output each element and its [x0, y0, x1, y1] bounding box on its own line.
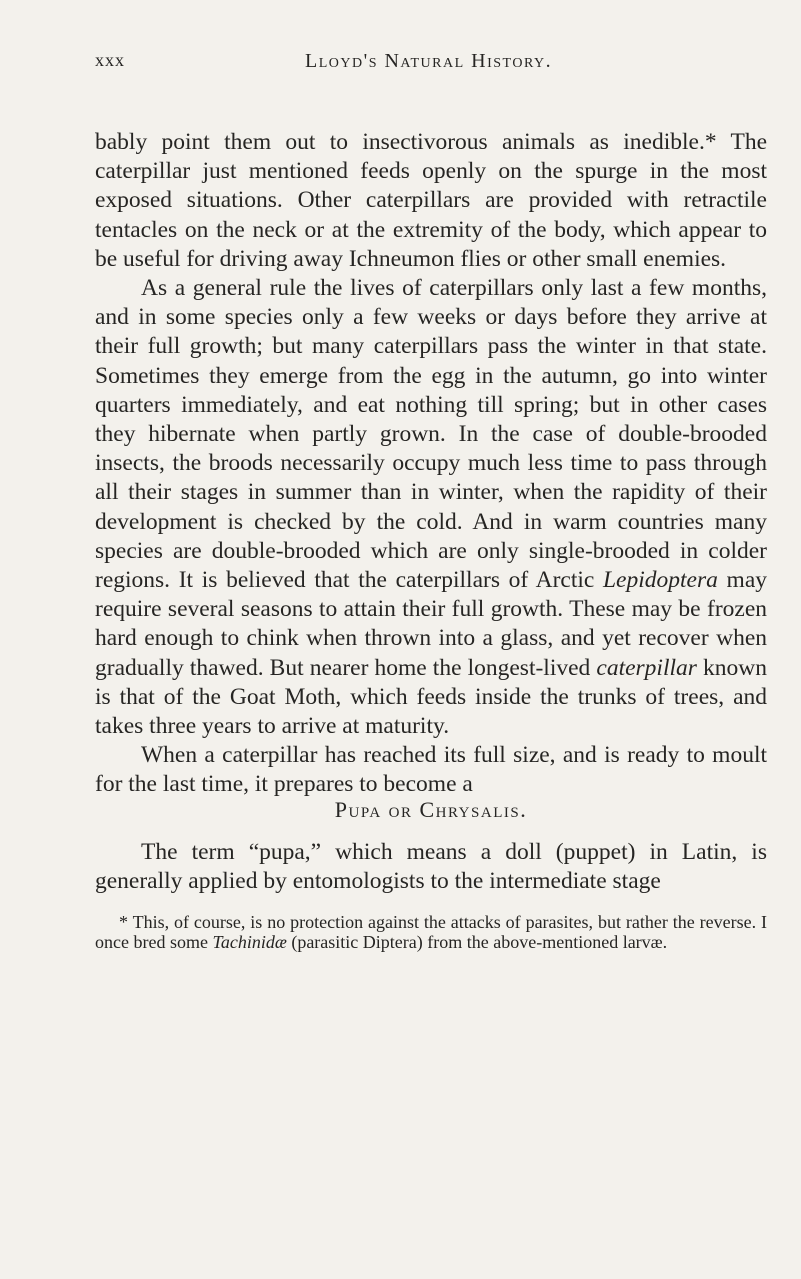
footnote-text	[95, 912, 767, 952]
footnote	[95, 912, 767, 952]
footnote-text-b: (parasitic Diptera) from the above-mentioned larvæ.	[286, 932, 668, 952]
pupa-section	[95, 838, 767, 896]
section-heading: Pupa or Chrysalis.	[334, 797, 528, 822]
paragraph-2-text-c: known is that of the Goat Moth, which feeds inside the trunks of trees, and takes three years to arrive at maturity.	[95, 654, 767, 740]
running-header	[95, 50, 795, 80]
page-number: xxx	[95, 50, 125, 70]
paragraph-1: bably point them out to insectivorous animals as inedible.* The caterpillar just mentioned feeds openly on the spurge in the most exposed situations. Other caterpillars are provided with retractile tentacles on the neck or at the extremity of the body, which appear to be useful for driving away Ichneumon flies or other small enemies.	[95, 129, 767, 272]
pupa-paragraph: The term “pupa,” which means a doll (puppet) in Latin, is generally applied by entomologists to the intermediate stage	[95, 839, 767, 895]
paragraph-2-text-a: As a general rule the lives of caterpillars only last a few months, and in some species only a few weeks or days before they arrive at their full growth; but many caterpillars pass the winter in that state. Sometimes they emerge from the egg in the autumn, go into winter quarters immediately, and eat nothing till spring; but in other cases they hibernate when partly grown. In the case of double-brooded insects, the broods necessarily occupy much less time to pass through all their stages in summer than in winter, when the rapidity of their development is checked by the cold. And in warm countries many species are double-brooded which are only single-brooded in colder regions. It is believed that the caterpillars of Arctic	[95, 275, 767, 594]
italic-term-caterpillar: caterpillar	[596, 654, 697, 681]
main-text	[95, 128, 767, 800]
italic-term-lepidoptera: Lepidoptera	[602, 567, 718, 594]
paragraph-2	[95, 274, 767, 741]
paragraph-3: When a caterpillar has reached its full size, and is ready to moult for the last time, it prepares to become a	[95, 742, 767, 798]
running-title: Lloyd's Natural History.	[305, 50, 553, 72]
footnote-text-a: * This, of course, is no protection against the attacks of parasites, but rather the reverse. I once bred some	[95, 912, 767, 952]
italic-term-tachinidae: Tachinidæ	[212, 932, 287, 952]
paragraph-2-text-b: may require several seasons to attain their full growth. These may be frozen hard enough to chink when thrown into a glass, and yet recover when gradually thawed. But nearer home the longest-lived	[95, 567, 767, 681]
